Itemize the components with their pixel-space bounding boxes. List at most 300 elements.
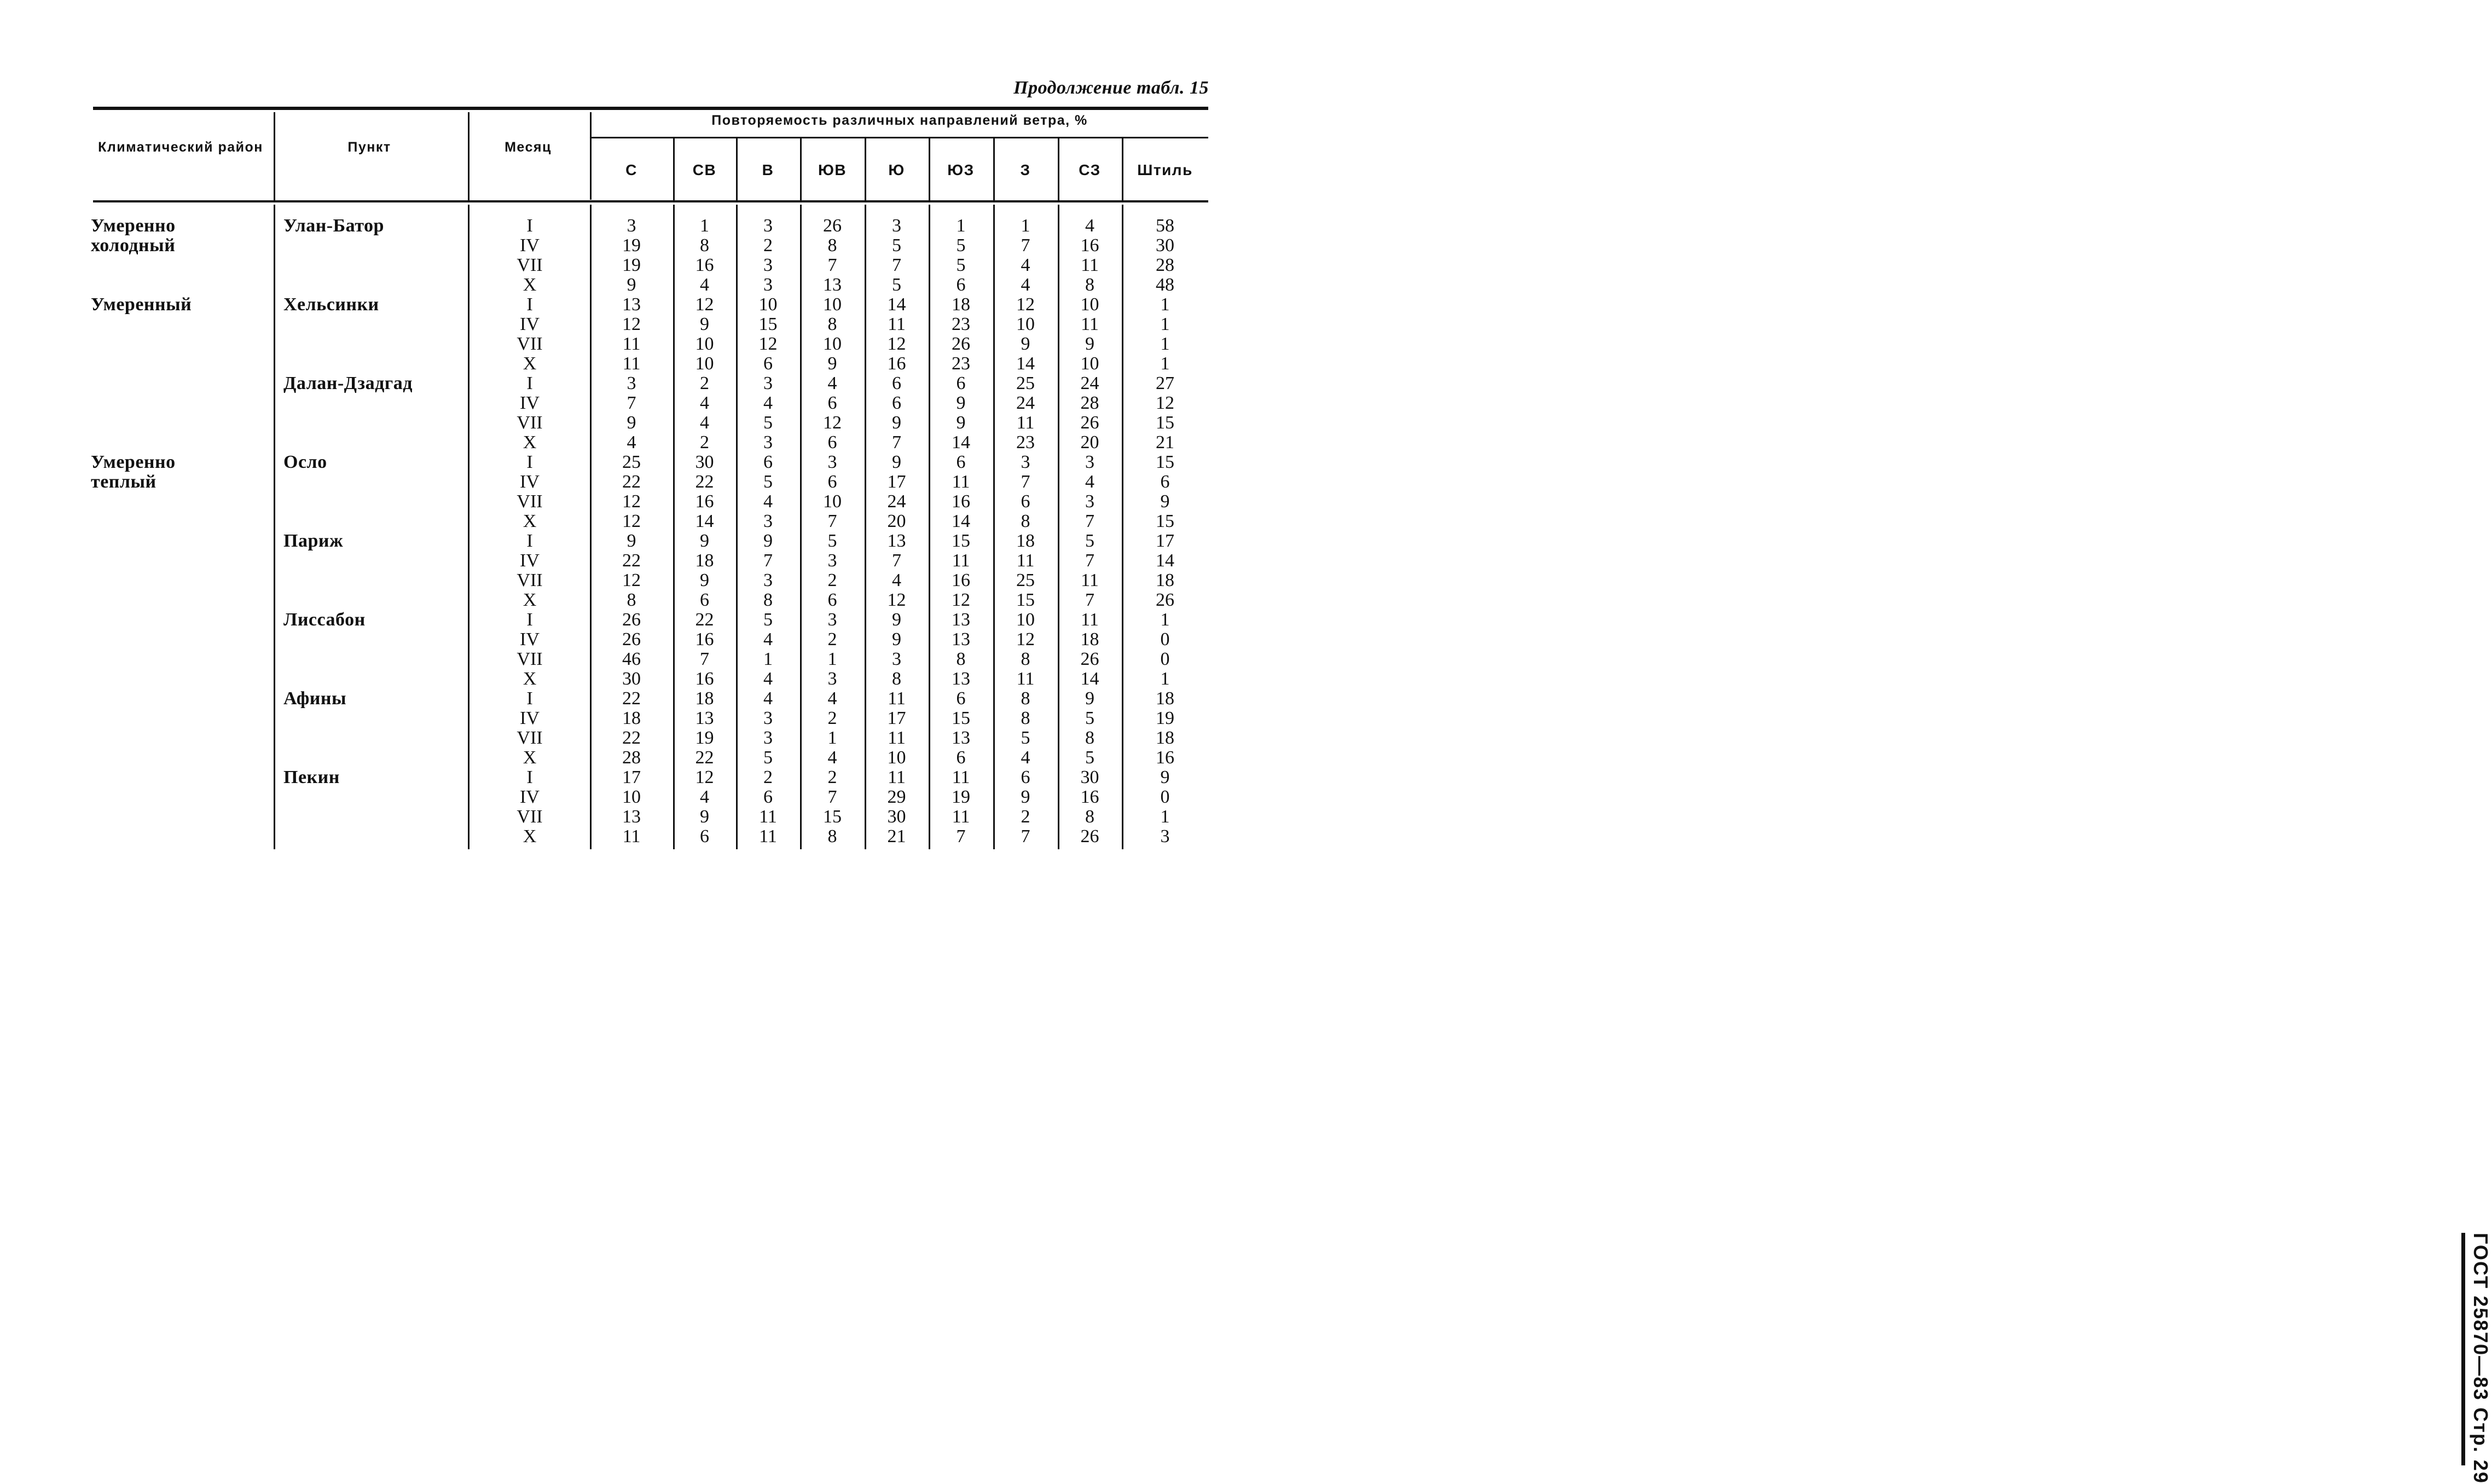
value-cell: 1 <box>827 649 837 669</box>
value-cell: 11 <box>759 807 777 827</box>
value-cell: 26 <box>823 216 842 236</box>
column-divider <box>736 138 738 200</box>
value-cell: 6 <box>1160 472 1170 492</box>
value-cell: 23 <box>1016 432 1035 453</box>
value-cell: 5 <box>956 255 966 275</box>
value-cell: 26 <box>1080 649 1099 669</box>
value-cell: 30 <box>695 452 714 472</box>
station-name: Хельсинки <box>283 294 379 315</box>
value-cell: 6 <box>956 747 966 768</box>
value-cell: 16 <box>952 570 970 590</box>
month-cell: VII <box>517 413 543 433</box>
value-cell: 3 <box>627 373 636 393</box>
value-cell: 17 <box>1156 531 1174 551</box>
value-cell: 4 <box>700 413 709 433</box>
value-cell: 3 <box>763 570 773 590</box>
value-cell: 13 <box>952 728 970 748</box>
value-cell: 12 <box>622 570 641 590</box>
value-cell: 9 <box>627 413 636 433</box>
month-cell: X <box>523 511 537 531</box>
value-cell: 4 <box>700 275 709 295</box>
value-cell: 11 <box>1081 255 1099 275</box>
value-cell: 13 <box>952 610 970 630</box>
value-cell: 2 <box>827 708 837 728</box>
value-cell: 11 <box>1016 550 1035 571</box>
value-cell: 48 <box>1156 275 1174 295</box>
value-cell: 11 <box>952 807 970 827</box>
value-cell: 1 <box>763 649 773 669</box>
month-cell: X <box>523 353 537 374</box>
value-cell: 24 <box>1080 373 1099 393</box>
value-cell: 9 <box>1085 688 1094 709</box>
month-cell: VII <box>517 491 543 512</box>
value-cell: 7 <box>892 550 901 571</box>
column-divider <box>274 112 275 200</box>
month-cell: IV <box>520 472 540 492</box>
value-cell: 6 <box>892 373 901 393</box>
value-cell: 3 <box>892 216 901 236</box>
value-cell: 3 <box>827 452 837 472</box>
value-cell: 6 <box>827 590 837 610</box>
value-cell: 12 <box>622 491 641 512</box>
value-cell: 16 <box>695 491 714 512</box>
value-cell: 5 <box>956 235 966 256</box>
climate-region: Умеренный <box>91 294 192 315</box>
column-divider <box>590 112 592 200</box>
value-cell: 11 <box>952 472 970 492</box>
value-cell: 3 <box>763 708 773 728</box>
value-cell: 0 <box>1160 787 1170 807</box>
value-cell: 9 <box>1021 787 1030 807</box>
value-cell: 21 <box>887 826 906 847</box>
value-cell: 13 <box>823 275 842 295</box>
value-cell: 3 <box>627 216 636 236</box>
value-cell: 18 <box>695 550 714 571</box>
value-cell: 6 <box>700 826 709 847</box>
month-cell: I <box>526 610 533 630</box>
value-cell: 12 <box>622 314 641 334</box>
value-cell: 23 <box>952 314 970 334</box>
value-cell: 10 <box>1080 353 1099 374</box>
value-cell: 23 <box>952 353 970 374</box>
station-name: Далан-Дзадгад <box>283 373 413 393</box>
value-cell: 8 <box>827 235 837 256</box>
value-cell: 19 <box>622 235 641 256</box>
value-cell: 20 <box>1080 432 1099 453</box>
value-cell: 15 <box>952 708 970 728</box>
value-cell: 11 <box>888 314 906 334</box>
month-cell: X <box>523 826 537 847</box>
month-cell: X <box>523 669 537 689</box>
value-cell: 8 <box>1085 275 1094 295</box>
column-divider <box>800 138 802 200</box>
value-cell: 2 <box>700 432 709 453</box>
value-cell: 6 <box>763 787 773 807</box>
header-direction: В <box>762 161 774 178</box>
value-cell: 7 <box>1085 590 1094 610</box>
value-cell: 15 <box>1156 413 1174 433</box>
value-cell: 6 <box>827 472 837 492</box>
value-cell: 4 <box>700 787 709 807</box>
month-cell: X <box>523 275 537 295</box>
value-cell: 14 <box>695 511 714 531</box>
value-cell: 8 <box>827 826 837 847</box>
value-cell: 16 <box>952 491 970 512</box>
value-cell: 11 <box>622 826 641 847</box>
value-cell: 11 <box>888 767 906 787</box>
value-cell: 9 <box>956 393 966 413</box>
value-cell: 9 <box>627 275 636 295</box>
value-cell: 18 <box>695 688 714 709</box>
value-cell: 3 <box>1160 826 1170 847</box>
column-divider <box>1122 138 1123 200</box>
column-divider <box>468 112 470 200</box>
value-cell: 12 <box>695 294 714 315</box>
month-cell: IV <box>520 235 540 256</box>
value-cell: 12 <box>1156 393 1174 413</box>
value-cell: 9 <box>763 531 773 551</box>
station-name: Лиссабон <box>283 610 366 630</box>
value-cell: 6 <box>700 590 709 610</box>
value-cell: 27 <box>1156 373 1174 393</box>
value-cell: 3 <box>1085 452 1094 472</box>
climate-region: холодный <box>91 235 176 256</box>
value-cell: 9 <box>892 629 901 650</box>
value-cell: 6 <box>956 452 966 472</box>
value-cell: 17 <box>887 472 906 492</box>
table-top-rule <box>93 107 1208 110</box>
value-cell: 3 <box>763 728 773 748</box>
value-cell: 26 <box>1156 590 1174 610</box>
value-cell: 1 <box>956 216 966 236</box>
value-cell: 18 <box>1156 570 1174 590</box>
value-cell: 9 <box>700 531 709 551</box>
header-direction: С <box>625 161 638 178</box>
header-direction: Ю <box>888 161 905 178</box>
value-cell: 22 <box>622 550 641 571</box>
value-cell: 18 <box>1156 728 1174 748</box>
value-cell: 1 <box>1160 314 1170 334</box>
value-cell: 19 <box>695 728 714 748</box>
header-direction: З <box>1020 161 1031 178</box>
value-cell: 8 <box>1021 708 1030 728</box>
station-name: Улан-Батор <box>283 216 384 236</box>
value-cell: 9 <box>1021 334 1030 354</box>
value-cell: 10 <box>1016 314 1035 334</box>
value-cell: 8 <box>627 590 636 610</box>
value-cell: 15 <box>1156 511 1174 531</box>
value-cell: 5 <box>763 747 773 768</box>
month-cell: I <box>526 373 533 393</box>
value-cell: 16 <box>1080 235 1099 256</box>
value-cell: 18 <box>952 294 970 315</box>
value-cell: 8 <box>956 649 966 669</box>
value-cell: 11 <box>952 550 970 571</box>
value-cell: 5 <box>1085 708 1094 728</box>
value-cell: 11 <box>1016 413 1035 433</box>
value-cell: 3 <box>1021 452 1030 472</box>
value-cell: 9 <box>892 413 901 433</box>
value-cell: 5 <box>892 275 901 295</box>
value-cell: 9 <box>892 610 901 630</box>
value-cell: 5 <box>1085 747 1094 768</box>
month-cell: I <box>526 452 533 472</box>
column-divider <box>274 205 275 849</box>
value-cell: 4 <box>763 688 773 709</box>
value-cell: 14 <box>1016 353 1035 374</box>
value-cell: 22 <box>622 472 641 492</box>
value-cell: 4 <box>1021 747 1030 768</box>
value-cell: 10 <box>823 334 842 354</box>
value-cell: 17 <box>622 767 641 787</box>
value-cell: 7 <box>1085 511 1094 531</box>
value-cell: 20 <box>887 511 906 531</box>
column-divider <box>865 138 866 200</box>
value-cell: 8 <box>763 590 773 610</box>
value-cell: 7 <box>827 787 837 807</box>
value-cell: 7 <box>892 255 901 275</box>
value-cell: 18 <box>1080 629 1099 650</box>
value-cell: 6 <box>956 688 966 709</box>
value-cell: 10 <box>695 353 714 374</box>
value-cell: 9 <box>700 314 709 334</box>
value-cell: 14 <box>952 511 970 531</box>
side-stamp <box>1226 616 2492 1484</box>
value-cell: 5 <box>763 413 773 433</box>
value-cell: 5 <box>1021 728 1030 748</box>
value-cell: 26 <box>622 629 641 650</box>
value-cell: 13 <box>695 708 714 728</box>
value-cell: 10 <box>758 294 778 315</box>
header-direction: СВ <box>692 161 717 178</box>
value-cell: 14 <box>952 432 970 453</box>
value-cell: 12 <box>758 334 778 354</box>
value-cell: 1 <box>1160 807 1170 827</box>
value-cell: 4 <box>763 491 773 512</box>
month-cell: IV <box>520 314 540 334</box>
header-point: Пункт <box>347 140 391 155</box>
value-cell: 10 <box>1016 610 1035 630</box>
value-cell: 5 <box>763 610 773 630</box>
month-cell: IV <box>520 629 540 650</box>
value-cell: 11 <box>622 353 641 374</box>
value-cell: 4 <box>700 393 709 413</box>
side-stamp-text: ГОСТ 25870—83 Стр. 29 <box>2470 1233 2492 1484</box>
value-cell: 3 <box>763 275 773 295</box>
column-divider <box>993 138 995 200</box>
month-cell: IV <box>520 787 540 807</box>
value-cell: 5 <box>763 472 773 492</box>
value-cell: 18 <box>1016 531 1035 551</box>
value-cell: 3 <box>1085 491 1094 512</box>
value-cell: 2 <box>763 235 773 256</box>
header-bottom-rule <box>93 200 1208 202</box>
value-cell: 11 <box>1016 669 1035 689</box>
month-cell: VII <box>517 807 543 827</box>
value-cell: 19 <box>952 787 970 807</box>
value-cell: 8 <box>1085 807 1094 827</box>
value-cell: 6 <box>827 393 837 413</box>
month-cell: VII <box>517 334 543 354</box>
value-cell: 1 <box>827 728 837 748</box>
value-cell: 26 <box>952 334 970 354</box>
value-cell: 15 <box>823 807 842 827</box>
value-cell: 26 <box>622 610 641 630</box>
value-cell: 1 <box>1160 669 1170 689</box>
value-cell: 4 <box>627 432 636 453</box>
value-cell: 4 <box>827 373 837 393</box>
value-cell: 10 <box>1080 294 1099 315</box>
value-cell: 22 <box>622 688 641 709</box>
value-cell: 10 <box>887 747 906 768</box>
header-group: Повторяемость различных направлений ветра, % <box>711 113 1088 128</box>
month-cell: VII <box>517 728 543 748</box>
value-cell: 28 <box>1156 255 1174 275</box>
value-cell: 6 <box>956 275 966 295</box>
value-cell: 3 <box>763 432 773 453</box>
value-cell: 25 <box>1016 373 1035 393</box>
value-cell: 4 <box>1085 216 1094 236</box>
month-cell: IV <box>520 550 540 571</box>
value-cell: 15 <box>1156 452 1174 472</box>
value-cell: 9 <box>627 531 636 551</box>
value-cell: 6 <box>892 393 901 413</box>
value-cell: 11 <box>952 767 970 787</box>
column-divider <box>1058 138 1059 200</box>
value-cell: 2 <box>763 767 773 787</box>
value-cell: 22 <box>695 747 714 768</box>
header-region: Климатический район <box>98 140 263 155</box>
value-cell: 15 <box>1016 590 1035 610</box>
value-cell: 4 <box>1021 255 1030 275</box>
value-cell: 9 <box>1160 491 1170 512</box>
value-cell: 3 <box>892 649 901 669</box>
value-cell: 3 <box>763 255 773 275</box>
value-cell: 28 <box>622 747 641 768</box>
value-cell: 19 <box>1156 708 1174 728</box>
station-name: Афины <box>283 688 347 709</box>
value-cell: 17 <box>887 708 906 728</box>
value-cell: 18 <box>1156 688 1174 709</box>
value-cell: 13 <box>622 807 641 827</box>
value-cell: 30 <box>622 669 641 689</box>
value-cell: 8 <box>827 314 837 334</box>
value-cell: 30 <box>1156 235 1174 256</box>
value-cell: 30 <box>1080 767 1099 787</box>
value-cell: 4 <box>763 629 773 650</box>
value-cell: 3 <box>827 610 837 630</box>
value-cell: 12 <box>887 334 906 354</box>
value-cell: 3 <box>827 669 837 689</box>
value-cell: 11 <box>1081 570 1099 590</box>
month-cell: I <box>526 294 533 315</box>
column-divider <box>673 138 675 200</box>
value-cell: 7 <box>827 511 837 531</box>
header-direction: СЗ <box>1079 161 1101 178</box>
value-cell: 26 <box>1080 413 1099 433</box>
value-cell: 4 <box>827 688 837 709</box>
value-cell: 1 <box>1160 294 1170 315</box>
value-cell: 9 <box>827 353 837 374</box>
value-cell: 15 <box>758 314 778 334</box>
value-cell: 13 <box>952 669 970 689</box>
value-cell: 5 <box>827 531 837 551</box>
value-cell: 6 <box>763 353 773 374</box>
value-cell: 4 <box>1085 472 1094 492</box>
station-name: Осло <box>283 452 327 472</box>
month-cell: IV <box>520 393 540 413</box>
value-cell: 7 <box>1021 235 1030 256</box>
value-cell: 24 <box>887 491 906 512</box>
value-cell: 10 <box>695 334 714 354</box>
value-cell: 3 <box>763 216 773 236</box>
value-cell: 2 <box>1021 807 1030 827</box>
value-cell: 1 <box>1021 216 1030 236</box>
value-cell: 29 <box>887 787 906 807</box>
value-cell: 2 <box>827 629 837 650</box>
value-cell: 4 <box>763 669 773 689</box>
value-cell: 14 <box>1156 550 1174 571</box>
value-cell: 7 <box>700 649 709 669</box>
value-cell: 1 <box>1160 610 1170 630</box>
station-name: Пекин <box>283 767 340 787</box>
value-cell: 12 <box>952 590 970 610</box>
value-cell: 7 <box>1021 826 1030 847</box>
value-cell: 10 <box>823 491 842 512</box>
value-cell: 5 <box>1085 531 1094 551</box>
value-cell: 4 <box>763 393 773 413</box>
continuation-label: Продолжение табл. 15 <box>1013 78 1209 98</box>
climate-region: Умеренно <box>91 452 176 472</box>
month-cell: X <box>523 432 537 453</box>
value-cell: 46 <box>622 649 641 669</box>
value-cell: 6 <box>1021 491 1030 512</box>
month-cell: VII <box>517 255 543 275</box>
value-cell: 7 <box>956 826 966 847</box>
header-direction: Штиль <box>1137 161 1193 178</box>
value-cell: 2 <box>827 570 837 590</box>
month-cell: X <box>523 747 537 768</box>
value-cell: 12 <box>1016 294 1035 315</box>
value-cell: 30 <box>887 807 906 827</box>
value-cell: 16 <box>695 669 714 689</box>
value-cell: 21 <box>1156 432 1174 453</box>
month-cell: I <box>526 531 533 551</box>
value-cell: 25 <box>622 452 641 472</box>
value-cell: 7 <box>1021 472 1030 492</box>
value-cell: 8 <box>1021 688 1030 709</box>
month-cell: I <box>526 767 533 787</box>
value-cell: 2 <box>700 373 709 393</box>
value-cell: 12 <box>887 590 906 610</box>
value-cell: 2 <box>827 767 837 787</box>
value-cell: 16 <box>887 353 906 374</box>
value-cell: 11 <box>759 826 777 847</box>
value-cell: 8 <box>1085 728 1094 748</box>
value-cell: 16 <box>695 255 714 275</box>
value-cell: 7 <box>763 550 773 571</box>
side-stamp-bar <box>2461 1233 2465 1465</box>
value-cell: 8 <box>892 669 901 689</box>
value-cell: 6 <box>1021 767 1030 787</box>
value-cell: 10 <box>823 294 842 315</box>
value-cell: 1 <box>1160 353 1170 374</box>
station-name: Париж <box>283 531 344 551</box>
month-cell: I <box>526 216 533 236</box>
value-cell: 8 <box>700 235 709 256</box>
value-cell: 9 <box>956 413 966 433</box>
value-cell: 6 <box>827 432 837 453</box>
